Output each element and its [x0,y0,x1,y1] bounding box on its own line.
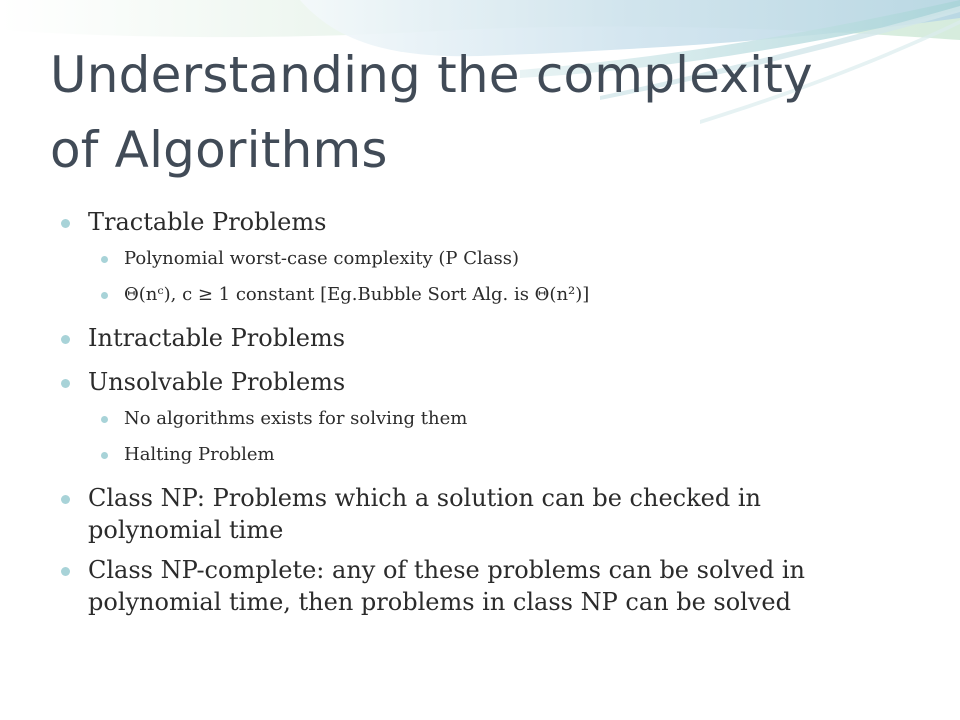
bullet-dot-icon [61,495,70,504]
sub-bullet-text: Halting Problem [124,444,275,465]
bullet-text: Tractable Problems [88,208,327,236]
sub-bullet-theta [60,282,930,308]
slide-title-line-1: Understanding the complexity [50,46,813,104]
bullet-text-line-2: polynomial time [88,516,284,544]
sub-bullet-dot-icon [101,256,108,263]
sub-bullet-text: No algorithms exists for solving them [124,408,468,429]
bullet-text-line-2: polynomial time, then problems in class NP can be solved [88,588,791,616]
bullet-dot-icon [61,219,70,228]
bullet-text: Unsolvable Problems [88,368,346,396]
sub-bullet-polynomial [60,246,930,272]
sub-bullet-text: Polynomial worst-case complexity (P Class) [124,248,519,269]
bullet-dot-icon [61,567,70,576]
slide-title-line-2: of Algorithms [50,121,388,179]
sub-bullet-dot-icon [101,292,108,299]
bullet-intractable-problems [60,322,930,354]
sub-bullet-dot-icon [101,416,108,423]
bullet-list [60,206,930,618]
bullet-tractable-problems [60,206,930,238]
bullet-text: Intractable Problems [88,324,346,352]
bullet-class-np [60,482,930,546]
sub-bullet-halting-problem [60,442,930,468]
bullet-unsolvable-problems [60,366,930,398]
slide-title [50,38,930,188]
sub-bullet-text: Θ(nᶜ), c ≥ 1 constant [Eg.Bubble Sort Alg. is Θ(n²)] [124,284,590,305]
bullet-dot-icon [61,335,70,344]
bullet-dot-icon [61,379,70,388]
bullet-class-np-complete [60,554,930,618]
bullet-text-line-1: Class NP-complete: any of these problems can be solved in [88,556,805,584]
sub-bullet-no-algorithms [60,406,930,432]
bullet-text-line-1: Class NP: Problems which a solution can be checked in [88,484,761,512]
sub-bullet-dot-icon [101,452,108,459]
